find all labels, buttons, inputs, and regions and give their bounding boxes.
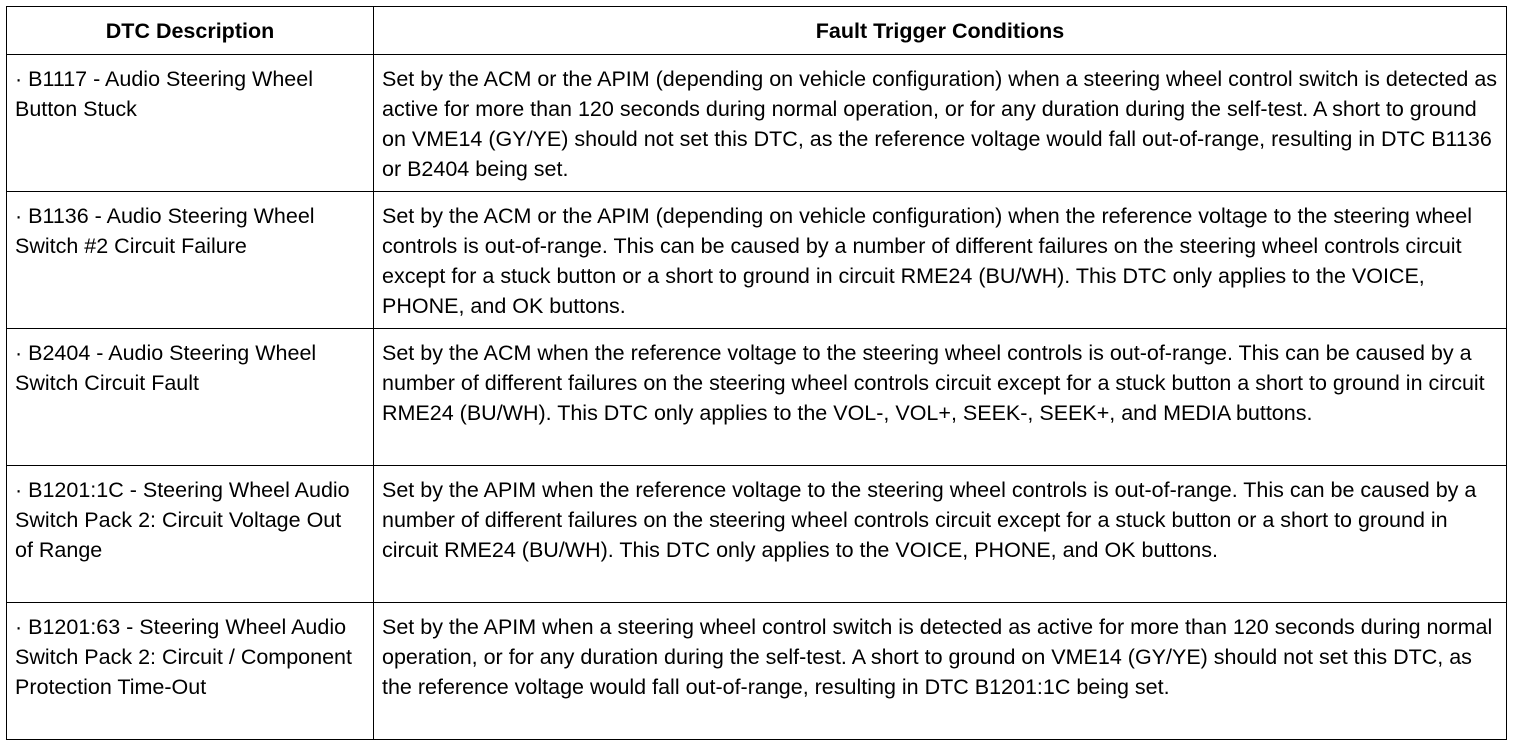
header-dtc-description: DTC Description (7, 7, 374, 55)
fault-conditions-cell (374, 192, 1507, 329)
fault-conditions-text: Set by the ACM or the APIM (depending on vehicle configuration) when a steering wheel control switch is detected as active for more than 120 seconds during normal operation, or for any duration during the self-test. A short to ground on VME14 (GY/YE) should not set this DTC, as the reference voltage would fall out-of-range, resulting in DTC B1136 or B2404 being set. (382, 67, 1498, 181)
table-row (7, 192, 1507, 329)
dtc-description-text: · B1201:1C - Steering Wheel Audio Switch Pack 2: Circuit Voltage Out of Range (15, 478, 350, 562)
table-row (7, 55, 1507, 192)
fault-conditions-text: Set by the APIM when the reference voltage to the steering wheel controls is out-of-range. This can be caused by a number of different failures on the steering wheel controls circuit except for a stuck button or a short to ground in circuit RME24 (BU/WH). This DTC only applies to the VOICE, PHONE, and OK buttons. (382, 478, 1477, 562)
dtc-description-cell (7, 466, 374, 603)
dtc-description-text: · B2404 - Audio Steering Wheel Switch Circuit Fault (15, 341, 317, 395)
dtc-description-text: · B1201:63 - Steering Wheel Audio Switch Pack 2: Circuit / Component Protection Time-Out (15, 615, 352, 699)
fault-conditions-cell (374, 55, 1507, 192)
dtc-description-text: · B1136 - Audio Steering Wheel Switch #2 Circuit Failure (15, 204, 315, 258)
fault-conditions-cell (374, 329, 1507, 466)
table-row (7, 603, 1507, 740)
fault-conditions-text: Set by the ACM when the reference voltage to the steering wheel controls is out-of-range. This can be caused by a number of different failures on the steering wheel controls circuit except for a stuck button a short to ground in circuit RME24 (BU/WH). This DTC only applies to the VOL-, VOL+, SEEK-, SEEK+, and MEDIA buttons. (382, 341, 1485, 425)
header-fault-trigger-conditions: Fault Trigger Conditions (374, 7, 1507, 55)
dtc-description-text: · B1117 - Audio Steering Wheel Button Stuck (15, 67, 313, 121)
dtc-description-cell (7, 55, 374, 192)
fault-conditions-text: Set by the APIM when a steering wheel control switch is detected as active for more than 120 seconds during normal operation, or for any duration during the self-test. A short to ground on VME14 (GY/YE) should not set this DTC, as the reference voltage would fall out-of-range, resulting in DTC B1201:1C being set. (382, 615, 1493, 699)
dtc-description-cell (7, 329, 374, 466)
fault-conditions-cell (374, 466, 1507, 603)
dtc-description-cell (7, 603, 374, 740)
dtc-table (6, 6, 1507, 740)
table-row (7, 466, 1507, 603)
dtc-description-cell (7, 192, 374, 329)
fault-conditions-text: Set by the ACM or the APIM (depending on vehicle configuration) when the reference voltage to the steering wheel controls is out-of-range. This can be caused by a number of different failures on the steering wheel controls circuit except for a stuck button or a short to ground in circuit RME24 (BU/WH). This DTC only applies to the VOICE, PHONE, and OK buttons. (382, 204, 1472, 318)
table-header-row (7, 7, 1507, 55)
table-row (7, 329, 1507, 466)
fault-conditions-cell (374, 603, 1507, 740)
